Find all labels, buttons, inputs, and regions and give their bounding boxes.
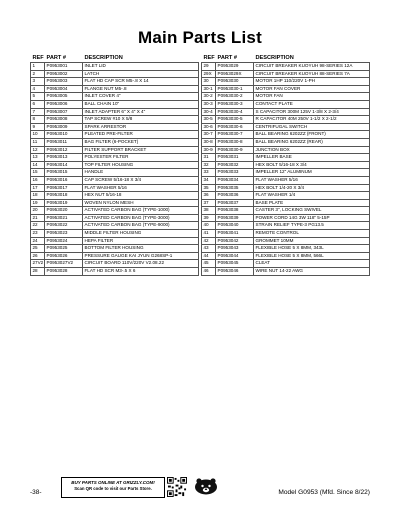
row-part-number: P0953008	[45, 116, 83, 124]
row-description: FLAT WASHER 5/16	[254, 176, 370, 184]
row-description: REMOTE CONTROL	[254, 230, 370, 238]
row-description: MIDDLE FILTER HOUSING	[83, 230, 199, 238]
row-part-number: P0953046	[216, 268, 254, 276]
table-row	[31, 154, 199, 162]
table-row	[31, 214, 199, 222]
row-ref: 30-6	[202, 123, 216, 131]
row-description: WOVEN NYLON MESH	[83, 199, 199, 207]
table-row	[202, 116, 370, 124]
row-ref: 2	[31, 70, 45, 78]
page-number: -38-	[30, 489, 42, 496]
table-row	[31, 207, 199, 215]
row-part-number: P0953021	[45, 214, 83, 222]
row-description: BALL CHAIN 10"	[83, 100, 199, 108]
table-row	[202, 199, 370, 207]
table-row	[202, 108, 370, 116]
row-ref: 28	[31, 268, 45, 276]
row-part-number: P0953036	[216, 192, 254, 200]
header-description: DESCRIPTION	[84, 54, 123, 61]
row-part-number: P0953004	[45, 85, 83, 93]
row-ref: 41	[202, 230, 216, 238]
row-part-number: P0953043	[216, 245, 254, 253]
row-description: TAP SCREW #10 X 5/8	[83, 116, 199, 124]
row-description: FLAT HD CAP SCR M5-.8 X 14	[83, 78, 199, 86]
table-row	[31, 268, 199, 276]
row-description: CIRCUIT BOARD 110V/220V V2.08.22	[83, 260, 199, 268]
row-part-number: P0953030-2	[216, 93, 254, 101]
table-row	[31, 146, 199, 154]
table-row	[31, 78, 199, 86]
row-ref: 30-3	[202, 100, 216, 108]
row-description: HEPA FILTER	[83, 237, 199, 245]
row-part-number: P0953030-9	[216, 146, 254, 154]
table-row	[202, 123, 370, 131]
table-row	[202, 214, 370, 222]
row-part-number: P0953024	[45, 237, 83, 245]
parts-table-right	[201, 53, 370, 276]
table-row	[31, 176, 199, 184]
table-row	[31, 230, 199, 238]
row-description: MOTOR 1HP 110/220V 1-PH	[254, 78, 370, 86]
row-part-number: P0953044	[216, 252, 254, 260]
table-row	[202, 222, 370, 230]
row-part-number: P0953031	[216, 154, 254, 162]
row-description: WIRE NUT 14-22 AWG	[254, 268, 370, 276]
row-description: GROMMET 10MM	[254, 237, 370, 245]
table-row	[202, 146, 370, 154]
row-part-number: P0953017	[45, 184, 83, 192]
parts-table-left	[30, 53, 199, 276]
row-description: S CAPACITOR 300M 125V 1-3/8 X 2-3/4	[254, 108, 370, 116]
table-row	[31, 260, 199, 268]
row-part-number: P0953018	[45, 192, 83, 200]
row-ref: 33	[202, 169, 216, 177]
row-ref: 44	[202, 252, 216, 260]
row-part-number: P0953030	[216, 78, 254, 86]
table-row	[31, 169, 199, 177]
header-description: DESCRIPTION	[255, 54, 294, 61]
row-description: LATCH	[83, 70, 199, 78]
row-description: BOTTOM FILTER HOUSING	[83, 245, 199, 253]
row-ref: 13	[31, 154, 45, 162]
table-row	[202, 154, 370, 162]
row-description: CLEAT	[254, 260, 370, 268]
row-ref: 22	[31, 222, 45, 230]
row-description: CIRCUIT BREAKER KUOYUH 88-SERIES 7A	[254, 70, 370, 78]
header-part: PART #	[217, 54, 237, 61]
row-part-number: P0953038	[216, 207, 254, 215]
table-row	[202, 93, 370, 101]
table-row	[31, 245, 199, 253]
row-description: FLEXIBLE HOSE 5 X 8MM, 343L	[254, 245, 370, 253]
row-ref: 21	[31, 214, 45, 222]
table-row	[202, 63, 370, 71]
buy-parts-box	[61, 477, 165, 498]
table-row	[202, 252, 370, 260]
table-row	[202, 184, 370, 192]
row-description: PRESSURE GAUGE KAI JYUN G268SP-1	[83, 252, 199, 260]
table-row	[31, 184, 199, 192]
row-part-number: P0953034	[216, 176, 254, 184]
row-description: TOP FILTER HOUSING	[83, 161, 199, 169]
row-part-number: P0953009	[45, 123, 83, 131]
row-part-number: P0953030-7	[216, 131, 254, 139]
table-row	[202, 131, 370, 139]
header-ref: REF	[32, 54, 44, 61]
row-ref: 3	[31, 78, 45, 86]
row-ref: 9	[31, 123, 45, 131]
row-description: POLYESTER FILTER	[83, 154, 199, 162]
row-description: JUNCTION BOX	[254, 146, 370, 154]
row-part-number: P0953030-3	[216, 100, 254, 108]
row-description: FLANGE NUT M5-.8	[83, 85, 199, 93]
row-ref: 24	[31, 237, 45, 245]
row-ref: 30-9	[202, 146, 216, 154]
row-ref: 27V2	[31, 260, 45, 268]
row-part-number: P0953045	[216, 260, 254, 268]
row-ref: 30-5	[202, 116, 216, 124]
row-part-number: P0953029	[216, 63, 254, 71]
row-description: ACTIVATED CARBON BAG (TYPE-1000)	[83, 207, 199, 215]
row-part-number: P0953033	[216, 169, 254, 177]
row-ref: 37	[202, 199, 216, 207]
row-description: CONTACT PLATE	[254, 100, 370, 108]
row-part-number: P0953041	[216, 230, 254, 238]
row-ref: 29	[202, 63, 216, 71]
table-row	[31, 131, 199, 139]
row-ref: 8	[31, 116, 45, 124]
table-row	[202, 260, 370, 268]
table-row	[31, 138, 199, 146]
row-description: FLEXIBLE HOSE 5 X 8MM, 566L	[254, 252, 370, 260]
row-ref: 20	[31, 207, 45, 215]
row-ref: 30-1	[202, 85, 216, 93]
table-row	[31, 237, 199, 245]
table-row	[202, 70, 370, 78]
table-row	[31, 85, 199, 93]
row-ref: 32	[202, 161, 216, 169]
row-ref: 40	[202, 222, 216, 230]
table-row	[31, 252, 199, 260]
row-ref: 6	[31, 100, 45, 108]
row-part-number: P0953042	[216, 237, 254, 245]
row-part-number: P0953026	[45, 252, 83, 260]
row-part-number: P0953013	[45, 154, 83, 162]
row-description: IMPELLER BASE	[254, 154, 370, 162]
row-ref: 39	[202, 214, 216, 222]
row-description: PLEATED PRE-FILTER	[83, 131, 199, 139]
row-part-number: P0953003	[45, 78, 83, 86]
table-header-row	[31, 53, 199, 63]
row-description: SPARK ARRESTOR	[83, 123, 199, 131]
table-row	[31, 108, 199, 116]
row-ref: 31	[202, 154, 216, 162]
row-part-number: P0953007	[45, 108, 83, 116]
row-part-number: P0953006	[45, 100, 83, 108]
table-row	[31, 70, 199, 78]
row-ref: 30-4	[202, 108, 216, 116]
row-part-number: P0953035	[216, 184, 254, 192]
table-row	[202, 245, 370, 253]
row-description: CIRCUIT BREAKER KUOYUH 98-SERIES 12A	[254, 63, 370, 71]
row-description: IMPELLER 12" ALUMINUM	[254, 169, 370, 177]
table-row	[202, 207, 370, 215]
row-part-number: P0953039	[216, 214, 254, 222]
row-description: BAG FILTER (6-POCKET)	[83, 138, 199, 146]
row-part-number: P0953030-1	[216, 85, 254, 93]
row-part-number: P0953016	[45, 176, 83, 184]
row-description: R CAPACITOR 40M 250V 1-1/2 X 2-1/2	[254, 116, 370, 124]
row-description: ACTIVATED CARBON BAG (TYPE-3000)	[83, 214, 199, 222]
model-label: Model G0953 (Mfd. Since 8/22)	[278, 489, 370, 496]
row-description: INLET COVER 4"	[83, 93, 199, 101]
row-ref: 10	[31, 131, 45, 139]
row-description: FLAT HD SCR M3-.5 X 6	[83, 268, 199, 276]
table-row	[202, 268, 370, 276]
table-row	[31, 161, 199, 169]
table-row	[31, 222, 199, 230]
row-ref: 30	[202, 78, 216, 86]
row-ref: 1	[31, 63, 45, 71]
row-part-number: P0953030-4	[216, 108, 254, 116]
row-ref: 29X	[202, 70, 216, 78]
header-part: PART #	[46, 54, 66, 61]
row-description: CASTER 3", LOCKING SWIVEL	[254, 207, 370, 215]
grizzly-bear-logo-icon	[194, 478, 218, 495]
row-part-number: P0953025	[45, 245, 83, 253]
table-row	[202, 100, 370, 108]
table-row	[202, 138, 370, 146]
row-ref: 14	[31, 161, 45, 169]
row-part-number: P0953037	[216, 199, 254, 207]
row-ref: 18	[31, 192, 45, 200]
row-ref: 15	[31, 169, 45, 177]
row-description: STRAIN RELIEF TYPE-3 PG13.5	[254, 222, 370, 230]
row-description: CAP SCREW 5/16-18 X 3/4	[83, 176, 199, 184]
header-ref: REF	[203, 54, 215, 61]
row-ref: 11	[31, 138, 45, 146]
row-description: CENTRIFUGAL SWITCH	[254, 123, 370, 131]
table-row	[31, 63, 199, 71]
row-part-number: P0953014	[45, 161, 83, 169]
table-row	[31, 192, 199, 200]
row-description: BALL BEARING 6202ZZ (FRONT)	[254, 131, 370, 139]
row-ref: 30-7	[202, 131, 216, 139]
buy-parts-headline: BUY PARTS ONLINE AT GRIZZLY.COM!	[71, 480, 155, 485]
row-part-number: P0953030-5	[216, 116, 254, 124]
row-description: HEX BOLT 1/4-20 X 3/4	[254, 184, 370, 192]
row-part-number: P0953002	[45, 70, 83, 78]
row-ref: 19	[31, 199, 45, 207]
table-row	[202, 85, 370, 93]
row-part-number: P0953030-6	[216, 123, 254, 131]
row-description: HEX BOLT 5/16-18 X 3/4	[254, 161, 370, 169]
row-part-number: P0953032	[216, 161, 254, 169]
table-header-row	[202, 53, 370, 63]
row-ref: 38	[202, 207, 216, 215]
row-part-number: P0953019	[45, 199, 83, 207]
table-row	[202, 161, 370, 169]
row-part-number: P0953040	[216, 222, 254, 230]
row-ref: 5	[31, 93, 45, 101]
row-ref: 45	[202, 260, 216, 268]
row-ref: 4	[31, 85, 45, 93]
row-ref: 46	[202, 268, 216, 276]
row-description: FLAT WASHER 1/4	[254, 192, 370, 200]
table-row	[31, 100, 199, 108]
row-ref: 16	[31, 176, 45, 184]
page-footer	[30, 477, 370, 501]
table-row	[202, 237, 370, 245]
row-description: BASE PLATE	[254, 199, 370, 207]
row-part-number: P0953001	[45, 63, 83, 71]
row-ref: 34	[202, 176, 216, 184]
table-row	[31, 123, 199, 131]
row-description: INLET ADAPTER 6" X 4" X 4"	[83, 108, 199, 116]
row-part-number: P0953012	[45, 146, 83, 154]
row-ref: 36	[202, 192, 216, 200]
row-ref: 30-8	[202, 138, 216, 146]
row-ref: 17	[31, 184, 45, 192]
row-part-number: P0953022	[45, 222, 83, 230]
row-part-number: P0953029X	[216, 70, 254, 78]
row-ref: 12	[31, 146, 45, 154]
row-part-number: P0953011	[45, 138, 83, 146]
row-description: FLAT WASHER 5/16	[83, 184, 199, 192]
row-ref: 30-2	[202, 93, 216, 101]
row-part-number: P0953023	[45, 230, 83, 238]
table-row	[202, 230, 370, 238]
table-row	[202, 176, 370, 184]
row-ref: 43	[202, 245, 216, 253]
row-ref: 26	[31, 252, 45, 260]
row-description: POWER CORD 14G 3W 118" 5-15P	[254, 214, 370, 222]
table-row	[202, 192, 370, 200]
table-row	[202, 78, 370, 86]
qr-code-icon[interactable]	[167, 477, 187, 497]
row-description: ACTIVATED CARBON BAG (TYPE-9000)	[83, 222, 199, 230]
row-ref: 35	[202, 184, 216, 192]
row-part-number: P0953020	[45, 207, 83, 215]
row-part-number: P0953010	[45, 131, 83, 139]
table-row	[31, 93, 199, 101]
table-row	[31, 199, 199, 207]
row-part-number: P0953030-8	[216, 138, 254, 146]
table-row	[31, 116, 199, 124]
row-description: BALL BEARING 6202ZZ (REAR)	[254, 138, 370, 146]
row-description: FILTER SUPPORT BRACKET	[83, 146, 199, 154]
row-description: HANDLE	[83, 169, 199, 177]
row-ref: 7	[31, 108, 45, 116]
row-description: INLET LID	[83, 63, 199, 71]
page-title: Main Parts List	[138, 28, 262, 47]
row-description: MOTOR FAN COVER	[254, 85, 370, 93]
row-part-number: P0953005	[45, 93, 83, 101]
table-row	[202, 169, 370, 177]
row-description: HEX NUT 5/16-18	[83, 192, 199, 200]
row-ref: 42	[202, 237, 216, 245]
row-part-number: P0953015	[45, 169, 83, 177]
row-ref: 25	[31, 245, 45, 253]
row-description: MOTOR FAN	[254, 93, 370, 101]
row-part-number: P0953028	[45, 268, 83, 276]
row-ref: 23	[31, 230, 45, 238]
row-part-number: P0953027V2	[45, 260, 83, 268]
buy-parts-subtext: Scan QR code to visit our Parts Store.	[74, 486, 152, 491]
